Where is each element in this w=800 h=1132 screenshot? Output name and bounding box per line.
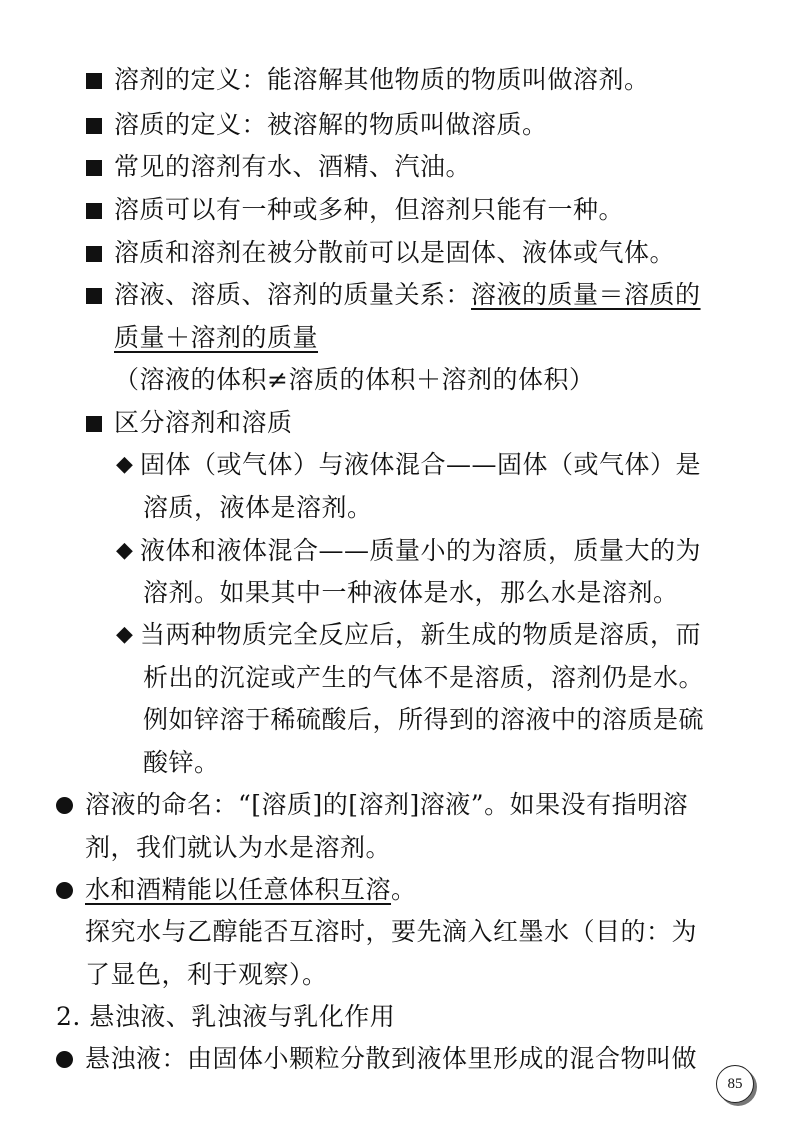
dot-bullet-naming-continued — [85, 831, 391, 865]
line-text: 固体（或气体）与液体混合——固体（或气体）是 — [140, 450, 702, 479]
underlined-text: 质量＋溶剂的质量 — [114, 323, 319, 352]
experiment-note — [85, 915, 697, 949]
square-bullet-icon — [86, 246, 102, 262]
sub-bullet-reaction-line3 — [143, 703, 704, 737]
line-text: 当两种物质完全反应后，新生成的物质是溶质，而 — [140, 620, 702, 649]
square-bullet-icon — [86, 118, 102, 134]
bullet-solvent-definition — [86, 63, 650, 97]
dot-bullet-icon — [56, 797, 73, 814]
square-bullet-icon — [86, 203, 102, 219]
line-text: 悬浊液：由固体小颗粒分散到液体里形成的混合物叫做 — [85, 1044, 698, 1073]
sub-bullet-liquid-liquid-continued — [143, 576, 679, 610]
line-text: 探究水与乙醇能否互溶时，要先滴入红墨水（目的：为 — [85, 917, 698, 946]
line-text: 溶质的定义：被溶解的物质叫做溶质。 — [114, 110, 548, 139]
bullet-solute-count — [86, 193, 624, 227]
underlined-text: 溶液的质量＝溶质的 — [471, 280, 701, 309]
square-bullet-icon — [86, 160, 102, 176]
bullet-common-solvents — [86, 150, 471, 184]
diamond-bullet-icon: ◆ — [116, 452, 134, 477]
sub-bullet-reaction-line4 — [143, 746, 220, 780]
line-text: （溶液的体积≠溶质的体积＋溶剂的体积） — [114, 365, 595, 394]
line-text: 溶剂的定义：能溶解其他物质的物质叫做溶剂。 — [114, 65, 650, 94]
line-text: 。 — [391, 875, 417, 904]
dot-bullet-naming — [56, 788, 688, 822]
section-heading — [56, 1000, 395, 1034]
line-text: 溶液、溶质、溶剂的质量关系： — [114, 280, 472, 309]
dot-bullet-suspension — [56, 1042, 697, 1076]
mass-relation-continued — [114, 321, 318, 355]
dot-bullet-icon — [56, 1051, 73, 1068]
bullet-solute-definition — [86, 108, 548, 142]
line-text: 溶液的命名：“[溶质]的[溶剂]溶液”。如果没有指明溶 — [85, 790, 689, 819]
underlined-text: 水和酒精能以任意体积互溶 — [85, 875, 392, 904]
line-text: 例如锌溶于稀硫酸后，所得到的溶液中的溶质是硫 — [143, 705, 705, 734]
line-text: 剂，我们就认为水是溶剂。 — [85, 833, 392, 862]
sub-bullet-reaction-line2 — [143, 661, 704, 695]
square-bullet-icon — [86, 288, 102, 304]
square-bullet-icon — [86, 416, 102, 432]
sub-bullet-liquid-liquid — [116, 534, 701, 568]
sub-bullet-reaction — [116, 618, 701, 652]
section-title: 2. 悬浊液、乳浊液与乳化作用 — [56, 1002, 396, 1031]
diamond-bullet-icon: ◆ — [116, 538, 134, 563]
dot-bullet-icon — [56, 882, 73, 899]
bullet-distinguish — [86, 406, 293, 440]
bullet-states — [86, 236, 675, 270]
bullet-mass-relation — [86, 278, 701, 312]
line-text: 溶质可以有一种或多种，但溶剂只能有一种。 — [114, 195, 625, 224]
volume-note — [114, 363, 594, 397]
line-text: 溶剂。如果其中一种液体是水，那么水是溶剂。 — [143, 578, 679, 607]
sub-bullet-solid-gas — [116, 448, 701, 482]
dot-bullet-water-alcohol — [56, 873, 417, 907]
square-bullet-icon — [86, 73, 102, 89]
line-text: 溶质，液体是溶剂。 — [143, 493, 373, 522]
line-text: 析出的沉淀或产生的气体不是溶质，溶剂仍是水。 — [143, 663, 705, 692]
experiment-note-continued — [85, 958, 328, 992]
line-text: 酸锌。 — [143, 748, 220, 777]
line-text: 液体和液体混合——质量小的为溶质，质量大的为 — [140, 536, 702, 565]
line-text: 常见的溶剂有水、酒精、汽油。 — [114, 152, 472, 181]
line-text: 溶质和溶剂在被分散前可以是固体、液体或气体。 — [114, 238, 676, 267]
diamond-bullet-icon: ◆ — [116, 622, 134, 647]
line-text: 区分溶剂和溶质 — [114, 408, 293, 437]
line-text: 了显色，利于观察）。 — [85, 960, 328, 989]
sub-bullet-solid-gas-continued — [143, 491, 373, 525]
page-number: 85 — [716, 1065, 754, 1103]
